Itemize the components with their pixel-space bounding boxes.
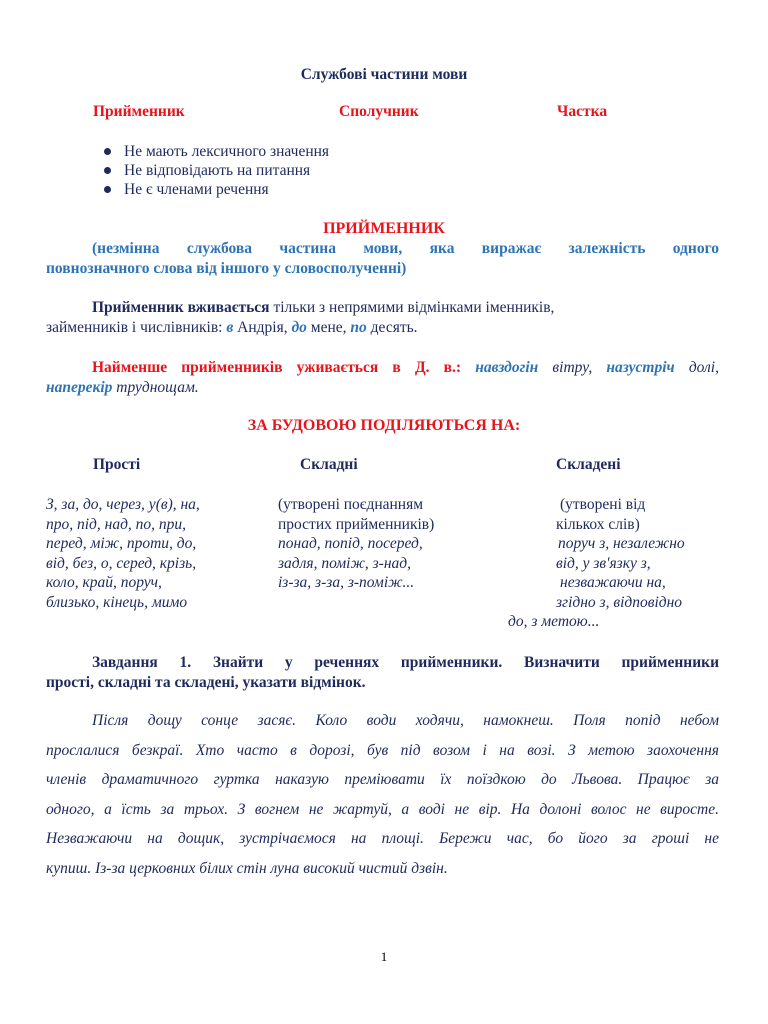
definition: (незмінна службова частина мови, яка виражає залежність одного повнозначного слова від іншого у словосполученні) bbox=[46, 240, 719, 277]
task-text: Після дощу сонце засяє. Коло води ходячи, намокнеш. Поля попід небом прослалися безкраї. Хто часто в дорозі, був під возом і на возі. З метою заохочення членів драматичного гуртка наказую преміювати їх поїздкою до Львова. Працює за одного, а їсть за трьох. З вогнем не жартуй, а воді не вір. На долоні волос не виросте. Незважаючи на дощик, зустрічаємося на площі. Бережи час, бо його за гроші не купиш. Із-за церковних білих стін луна високий чистий дзвін. bbox=[46, 712, 719, 877]
task-heading: Завдання 1. Знайти у реченнях прийменники. Визначити прийменники прості, складні та складені, указати відмінок. bbox=[46, 654, 719, 691]
bullet-icon bbox=[104, 186, 111, 193]
dative-paragraph: Найменше прийменників уживається в Д. в.: навздогін вітру, назустріч долі, наперекір труднощам. bbox=[46, 359, 719, 396]
usage-paragraph: Прийменник вживається тільки з непрямими відмінками іменників, займенників і числівників: в Андрія, до мене, по десять. bbox=[46, 299, 555, 336]
bullet-icon bbox=[104, 167, 111, 174]
column-header-simple: Прості bbox=[93, 456, 141, 473]
list-item: Не відповідають на питання bbox=[100, 161, 329, 180]
bullet-icon bbox=[104, 148, 111, 155]
page-number: 1 bbox=[380, 949, 388, 964]
page-title: Службові частини мови bbox=[300, 66, 468, 83]
section-heading-preposition: ПРИЙМЕННИК bbox=[323, 220, 445, 237]
list-item: Не мають лексичного значення bbox=[100, 142, 329, 161]
compound-prepositions-list: (утворені від кількох слів) поруч з, незалежно від, у зв'язку з, незважаючи на, згідно з, відповідно до, з метою... bbox=[508, 496, 685, 630]
category-conjunction: Сполучник bbox=[339, 103, 419, 120]
properties-list bbox=[100, 142, 329, 199]
category-preposition: Прийменник bbox=[93, 103, 185, 120]
section-heading-structure: ЗА БУДОВОЮ ПОДІЛЯЮТЬСЯ НА: bbox=[247, 417, 521, 434]
complex-prepositions-list: (утворені поєднанням простих прийменників) понад, попід, посеред, задля, поміж, з-над, із-за, з-за, з-поміж... bbox=[278, 496, 435, 591]
list-item: Не є членами речення bbox=[100, 180, 329, 199]
column-header-complex: Складні bbox=[300, 456, 358, 473]
simple-prepositions-list: З, за, до, через, у(в), на, про, під, над, по, при, перед, між, проти, до, від, без, о, серед, крізь, коло, край, поруч, близько, кінець, мимо bbox=[46, 496, 200, 611]
column-header-compound: Складені bbox=[556, 456, 621, 473]
category-particle: Частка bbox=[557, 103, 608, 120]
